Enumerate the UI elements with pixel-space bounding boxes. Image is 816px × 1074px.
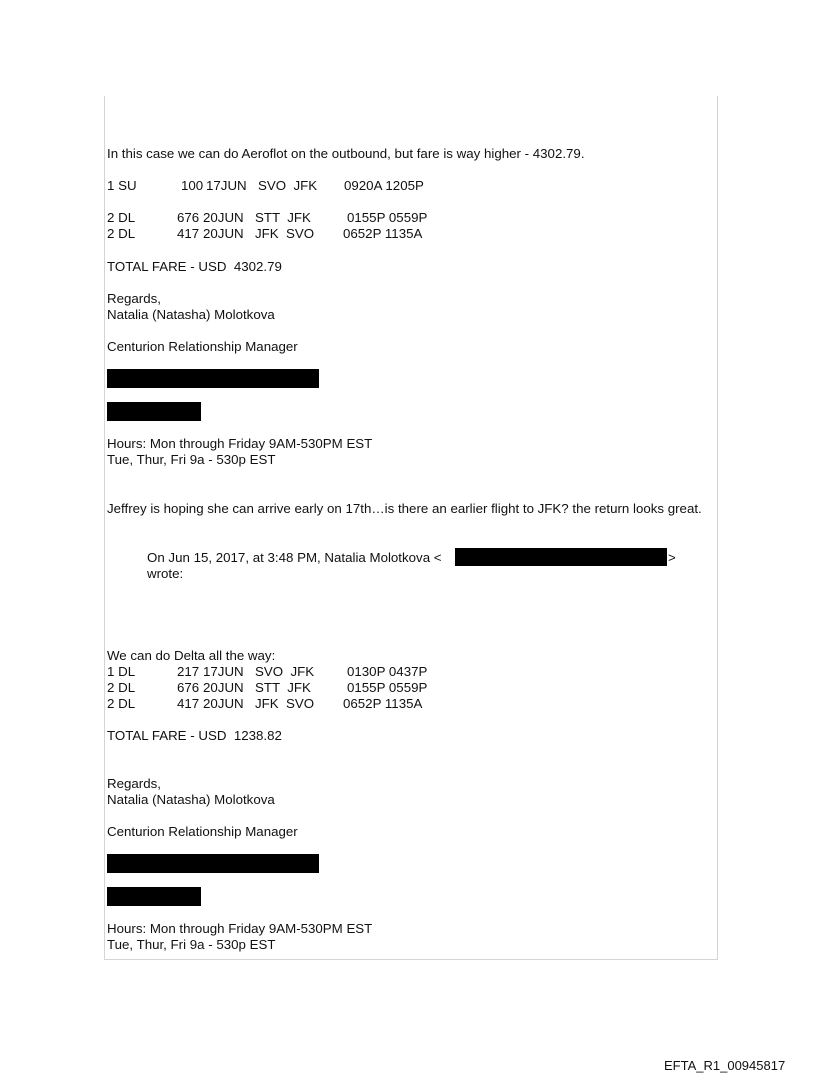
redaction-bar [107,887,201,906]
redaction-bar [455,548,667,566]
quote-close: > [668,550,676,565]
document-id: EFTA_R1_00945817 [664,1058,786,1073]
flight-segment-row: 2 DL 676 20JUN STT JFK 0155P 0559P [107,210,428,225]
sender-title: Centurion Relationship Manager [107,339,298,354]
flight-segment-row: 1 DL 217 17JUN SVO JFK 0130P 0437P [107,664,428,679]
redaction-bar [107,369,319,388]
flight-segment-row: 2 DL 417 20JUN JFK SVO 0652P 1135A [107,226,423,241]
hours-line: Tue, Thur, Fri 9a - 530p EST [107,937,276,952]
aeroflot-intro: In this case we can do Aeroflot on the outbound, but fare is way higher - 4302.79. [107,146,585,161]
total-fare: TOTAL FARE - USD 1238.82 [107,728,282,743]
sender-name: Natalia (Natasha) Molotkova [107,792,275,807]
quote-wrote: wrote: [147,566,184,581]
flight-segment-row: 2 DL 676 20JUN STT JFK 0155P 0559P [107,680,428,695]
quote-header: On Jun 15, 2017, at 3:48 PM, Natalia Molotkova < [147,550,442,565]
regards: Regards, [107,776,161,791]
flight-segment-row: 1 SU 100 17JUN SVO JFK 0920A 1205P [107,178,424,193]
redaction-bar [107,854,319,873]
total-fare: TOTAL FARE - USD 4302.79 [107,259,282,274]
hours-line: Tue, Thur, Fri 9a - 530p EST [107,452,276,467]
hours-line: Hours: Mon through Friday 9AM-530PM EST [107,921,373,936]
hours-line: Hours: Mon through Friday 9AM-530PM EST [107,436,373,451]
sender-name: Natalia (Natasha) Molotkova [107,307,275,322]
flight-segment-row: 2 DL 417 20JUN JFK SVO 0652P 1135A [107,696,423,711]
delta-intro: We can do Delta all the way: [107,648,276,663]
sender-title: Centurion Relationship Manager [107,824,298,839]
regards: Regards, [107,291,161,306]
redaction-bar [107,402,201,421]
reply-text: Jeffrey is hoping she can arrive early on 17th…is there an earlier flight to JFK? the return looks great. [107,501,702,516]
